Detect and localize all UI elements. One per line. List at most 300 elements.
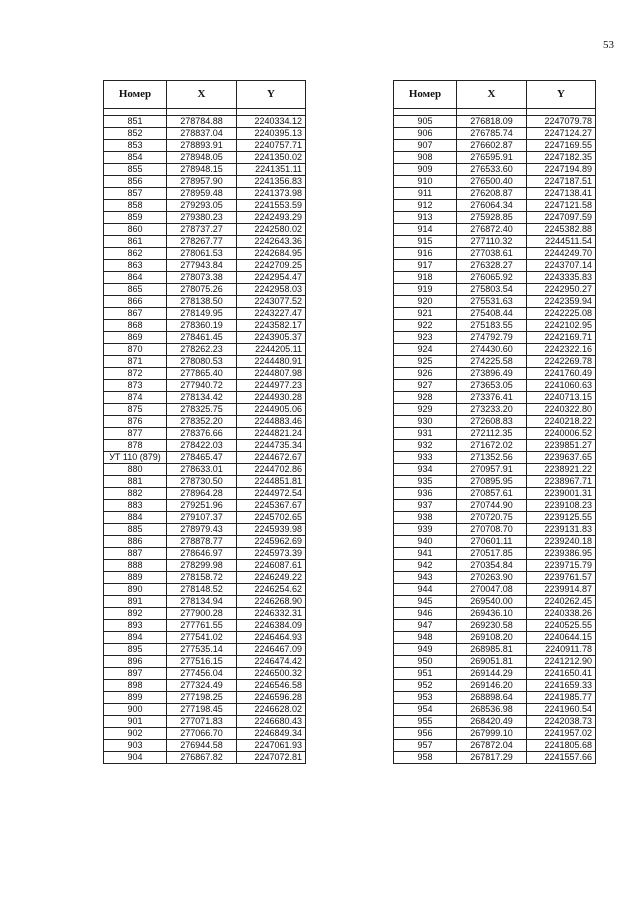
table-row <box>104 716 306 728</box>
x-coordinate-cell: 275928.85 <box>457 212 527 224</box>
y-coordinate-cell: 2240322.80 <box>527 404 596 416</box>
x-coordinate-cell: 271352.56 <box>457 452 527 464</box>
x-coordinate-cell: 278158.72 <box>167 572 237 584</box>
table-row <box>104 380 306 392</box>
point-number-cell: 899 <box>104 692 167 704</box>
table-row <box>104 320 306 332</box>
x-coordinate-cell: 277066.70 <box>167 728 237 740</box>
point-number-cell: 853 <box>104 140 167 152</box>
x-coordinate-cell: 279380.23 <box>167 212 237 224</box>
table-row <box>394 140 596 152</box>
y-coordinate-cell: 2247194.89 <box>527 164 596 176</box>
x-coordinate-cell: 277516.15 <box>167 656 237 668</box>
table-row <box>104 260 306 272</box>
table-row <box>394 584 596 596</box>
y-coordinate-cell: 2243582.17 <box>237 320 306 332</box>
table-row <box>394 632 596 644</box>
x-coordinate-cell: 278633.01 <box>167 464 237 476</box>
table-row <box>104 584 306 596</box>
y-coordinate-cell: 2240757.71 <box>237 140 306 152</box>
x-coordinate-cell: 277943.84 <box>167 260 237 272</box>
column-header-y: Y <box>237 81 306 109</box>
table-row <box>104 644 306 656</box>
table-row <box>104 392 306 404</box>
page-number: 53 <box>603 39 614 51</box>
point-number-cell: 875 <box>104 404 167 416</box>
point-number-cell: 918 <box>394 272 457 284</box>
table-row <box>394 536 596 548</box>
point-number-cell: 947 <box>394 620 457 632</box>
y-coordinate-cell: 2246087.61 <box>237 560 306 572</box>
point-number-cell: 884 <box>104 512 167 524</box>
table-row <box>104 368 306 380</box>
point-number-cell: 944 <box>394 584 457 596</box>
point-number-cell: 906 <box>394 128 457 140</box>
table-row <box>394 452 596 464</box>
point-number-cell: 859 <box>104 212 167 224</box>
x-coordinate-cell: 277865.40 <box>167 368 237 380</box>
y-coordinate-cell: 2245939.98 <box>237 524 306 536</box>
y-coordinate-cell: 2239851.27 <box>527 440 596 452</box>
x-coordinate-cell: 278075.26 <box>167 284 237 296</box>
x-coordinate-cell: 274430.60 <box>457 344 527 356</box>
table-row <box>394 200 596 212</box>
table-row <box>394 656 596 668</box>
point-number-cell: 895 <box>104 644 167 656</box>
table-row <box>104 572 306 584</box>
point-number-cell: 886 <box>104 536 167 548</box>
x-coordinate-cell: 276818.09 <box>457 116 527 128</box>
point-number-cell: 880 <box>104 464 167 476</box>
table-row <box>104 296 306 308</box>
table-row <box>104 416 306 428</box>
x-coordinate-cell: 277324.49 <box>167 680 237 692</box>
table-row <box>104 608 306 620</box>
column-header-y: Y <box>527 81 596 109</box>
point-number-cell: 908 <box>394 152 457 164</box>
x-coordinate-cell: 271672.02 <box>457 440 527 452</box>
y-coordinate-cell: 2241985.77 <box>527 692 596 704</box>
column-header-x: X <box>457 81 527 109</box>
x-coordinate-cell: 275803.54 <box>457 284 527 296</box>
y-coordinate-cell: 2241650.41 <box>527 668 596 680</box>
table-row <box>104 464 306 476</box>
table-row <box>394 272 596 284</box>
table-row <box>104 224 306 236</box>
table-row <box>394 644 596 656</box>
table-row <box>104 164 306 176</box>
table-row <box>394 752 596 764</box>
spacer-row <box>104 109 306 116</box>
point-number-cell: 953 <box>394 692 457 704</box>
point-number-cell: 855 <box>104 164 167 176</box>
x-coordinate-cell: 276595.91 <box>457 152 527 164</box>
x-coordinate-cell: 270957.91 <box>457 464 527 476</box>
y-coordinate-cell: 2242950.27 <box>527 284 596 296</box>
table-row <box>394 404 596 416</box>
x-coordinate-cell: 276065.92 <box>457 272 527 284</box>
table-row <box>394 560 596 572</box>
y-coordinate-cell: 2245702.65 <box>237 512 306 524</box>
x-coordinate-cell: 272112.35 <box>457 428 527 440</box>
point-number-cell: 915 <box>394 236 457 248</box>
x-coordinate-cell: 276064.34 <box>457 200 527 212</box>
point-number-cell: 858 <box>104 200 167 212</box>
point-number-cell: 888 <box>104 560 167 572</box>
point-number-cell: 885 <box>104 524 167 536</box>
table-row <box>104 176 306 188</box>
spacer-row <box>394 109 596 116</box>
y-coordinate-cell: 2244249.70 <box>527 248 596 260</box>
point-number-cell: 921 <box>394 308 457 320</box>
point-number-cell: 864 <box>104 272 167 284</box>
point-number-cell: 914 <box>394 224 457 236</box>
x-coordinate-cell: 267999.10 <box>457 728 527 740</box>
point-number-cell: 945 <box>394 596 457 608</box>
x-coordinate-cell: 278948.15 <box>167 164 237 176</box>
point-number-cell: 890 <box>104 584 167 596</box>
table-body-left <box>104 109 306 764</box>
table-row <box>394 488 596 500</box>
y-coordinate-cell: 2243077.52 <box>237 296 306 308</box>
x-coordinate-cell: 277198.25 <box>167 692 237 704</box>
y-coordinate-cell: 2244205.11 <box>237 344 306 356</box>
table-row <box>394 392 596 404</box>
table-row <box>394 224 596 236</box>
y-coordinate-cell: 2238967.71 <box>527 476 596 488</box>
y-coordinate-cell: 2240911.78 <box>527 644 596 656</box>
y-coordinate-cell: 2245382.88 <box>527 224 596 236</box>
point-number-cell: 857 <box>104 188 167 200</box>
table-row <box>394 512 596 524</box>
x-coordinate-cell: 278979.43 <box>167 524 237 536</box>
table-row <box>394 572 596 584</box>
table-row <box>104 704 306 716</box>
table-row <box>394 476 596 488</box>
column-header-number: Номер <box>104 81 167 109</box>
table-row <box>394 212 596 224</box>
point-number-cell: 933 <box>394 452 457 464</box>
y-coordinate-cell: 2240262.45 <box>527 596 596 608</box>
table-row <box>104 332 306 344</box>
point-number-cell: 909 <box>394 164 457 176</box>
x-coordinate-cell: 269540.00 <box>457 596 527 608</box>
x-coordinate-cell: 279293.05 <box>167 200 237 212</box>
y-coordinate-cell: 2247121.58 <box>527 200 596 212</box>
y-coordinate-cell: 2244883.46 <box>237 416 306 428</box>
point-number-cell: 925 <box>394 356 457 368</box>
table-row <box>394 152 596 164</box>
y-coordinate-cell: 2240395.13 <box>237 128 306 140</box>
point-number-cell: 934 <box>394 464 457 476</box>
table-row <box>394 716 596 728</box>
point-number-cell: 923 <box>394 332 457 344</box>
table-row <box>394 608 596 620</box>
table-row <box>104 632 306 644</box>
table-row <box>394 296 596 308</box>
point-number-cell: 939 <box>394 524 457 536</box>
x-coordinate-cell: 278299.98 <box>167 560 237 572</box>
y-coordinate-cell: 2244702.86 <box>237 464 306 476</box>
y-coordinate-cell: 2247124.27 <box>527 128 596 140</box>
x-coordinate-cell: 273376.41 <box>457 392 527 404</box>
x-coordinate-cell: 278138.50 <box>167 296 237 308</box>
y-coordinate-cell: 2241356.83 <box>237 176 306 188</box>
point-number-cell: 911 <box>394 188 457 200</box>
x-coordinate-cell: 274792.79 <box>457 332 527 344</box>
y-coordinate-cell: 2243335.83 <box>527 272 596 284</box>
x-coordinate-cell: 268420.49 <box>457 716 527 728</box>
table-row <box>104 500 306 512</box>
y-coordinate-cell: 2241960.54 <box>527 704 596 716</box>
table-row <box>394 464 596 476</box>
point-number-cell: 883 <box>104 500 167 512</box>
x-coordinate-cell: 278893.91 <box>167 140 237 152</box>
y-coordinate-cell: 2244930.28 <box>237 392 306 404</box>
x-coordinate-cell: 278957.90 <box>167 176 237 188</box>
point-number-cell: 951 <box>394 668 457 680</box>
y-coordinate-cell: 2245973.39 <box>237 548 306 560</box>
x-coordinate-cell: 270517.85 <box>457 548 527 560</box>
table-row <box>104 680 306 692</box>
point-number-cell: 896 <box>104 656 167 668</box>
y-coordinate-cell: 2241060.63 <box>527 380 596 392</box>
y-coordinate-cell: 2242269.78 <box>527 356 596 368</box>
point-number-cell: 878 <box>104 440 167 452</box>
x-coordinate-cell: 272608.83 <box>457 416 527 428</box>
x-coordinate-cell: 269051.81 <box>457 656 527 668</box>
y-coordinate-cell: 2247061.93 <box>237 740 306 752</box>
table-row <box>104 752 306 764</box>
table-row <box>394 236 596 248</box>
x-coordinate-cell: 278149.95 <box>167 308 237 320</box>
table-row <box>104 152 306 164</box>
table-row <box>104 188 306 200</box>
point-number-cell: 900 <box>104 704 167 716</box>
point-number-cell: 938 <box>394 512 457 524</box>
y-coordinate-cell: 2242038.73 <box>527 716 596 728</box>
point-number-cell: 871 <box>104 356 167 368</box>
y-coordinate-cell: 2247079.78 <box>527 116 596 128</box>
x-coordinate-cell: 278465.47 <box>167 452 237 464</box>
x-coordinate-cell: 268536.98 <box>457 704 527 716</box>
point-number-cell: 957 <box>394 740 457 752</box>
x-coordinate-cell: 276785.74 <box>457 128 527 140</box>
y-coordinate-cell: 2244672.67 <box>237 452 306 464</box>
x-coordinate-cell: 269144.29 <box>457 668 527 680</box>
point-number-cell: 913 <box>394 212 457 224</box>
x-coordinate-cell: 273233.20 <box>457 404 527 416</box>
point-number-cell: 867 <box>104 308 167 320</box>
x-coordinate-cell: 278073.38 <box>167 272 237 284</box>
x-coordinate-cell: 278267.77 <box>167 236 237 248</box>
table-row <box>394 596 596 608</box>
x-coordinate-cell: 278837.04 <box>167 128 237 140</box>
table-row <box>394 164 596 176</box>
x-coordinate-cell: 278646.97 <box>167 548 237 560</box>
point-number-cell: 898 <box>104 680 167 692</box>
point-number-cell: 931 <box>394 428 457 440</box>
y-coordinate-cell: 2242709.25 <box>237 260 306 272</box>
y-coordinate-cell: 2244511.54 <box>527 236 596 248</box>
point-number-cell: 905 <box>394 116 457 128</box>
x-coordinate-cell: 276208.87 <box>457 188 527 200</box>
point-number-cell: 887 <box>104 548 167 560</box>
point-number-cell: 949 <box>394 644 457 656</box>
y-coordinate-cell: 2240338.26 <box>527 608 596 620</box>
x-coordinate-cell: 275183.55 <box>457 320 527 332</box>
table-row <box>104 440 306 452</box>
table-row <box>104 548 306 560</box>
point-number-cell: 926 <box>394 368 457 380</box>
point-number-cell: 907 <box>394 140 457 152</box>
x-coordinate-cell: 269230.58 <box>457 620 527 632</box>
x-coordinate-cell: 276533.60 <box>457 164 527 176</box>
table-row <box>394 368 596 380</box>
x-coordinate-cell: 268898.64 <box>457 692 527 704</box>
point-number-cell: 956 <box>394 728 457 740</box>
point-number-cell: 877 <box>104 428 167 440</box>
x-coordinate-cell: 278061.53 <box>167 248 237 260</box>
point-number-cell: 881 <box>104 476 167 488</box>
y-coordinate-cell: 2246254.62 <box>237 584 306 596</box>
y-coordinate-cell: 2246467.09 <box>237 644 306 656</box>
point-number-cell: 936 <box>394 488 457 500</box>
y-coordinate-cell: 2243905.37 <box>237 332 306 344</box>
y-coordinate-cell: 2244851.81 <box>237 476 306 488</box>
x-coordinate-cell: 278737.27 <box>167 224 237 236</box>
point-number-cell: 891 <box>104 596 167 608</box>
column-header-x: X <box>167 81 237 109</box>
x-coordinate-cell: 277456.04 <box>167 668 237 680</box>
point-number-cell: 948 <box>394 632 457 644</box>
point-number-cell: 950 <box>394 656 457 668</box>
x-coordinate-cell: 276867.82 <box>167 752 237 764</box>
point-number-cell: 865 <box>104 284 167 296</box>
point-number-cell: 932 <box>394 440 457 452</box>
y-coordinate-cell: 2247187.51 <box>527 176 596 188</box>
point-number-cell: 912 <box>394 200 457 212</box>
table-row <box>394 308 596 320</box>
y-coordinate-cell: 2242493.29 <box>237 212 306 224</box>
column-header-number: Номер <box>394 81 457 109</box>
point-number-cell: 924 <box>394 344 457 356</box>
table-row <box>104 620 306 632</box>
x-coordinate-cell: 277541.02 <box>167 632 237 644</box>
x-coordinate-cell: 274225.58 <box>457 356 527 368</box>
table-row <box>394 116 596 128</box>
x-coordinate-cell: 278964.28 <box>167 488 237 500</box>
point-number-cell: 876 <box>104 416 167 428</box>
table-row <box>394 260 596 272</box>
table-row <box>394 344 596 356</box>
x-coordinate-cell: 277535.14 <box>167 644 237 656</box>
y-coordinate-cell: 2241557.66 <box>527 752 596 764</box>
x-coordinate-cell: 278352.20 <box>167 416 237 428</box>
x-coordinate-cell: 277940.72 <box>167 380 237 392</box>
y-coordinate-cell: 2244821.24 <box>237 428 306 440</box>
y-coordinate-cell: 2239914.87 <box>527 584 596 596</box>
table-row <box>104 272 306 284</box>
table-row <box>394 740 596 752</box>
table-row <box>104 536 306 548</box>
x-coordinate-cell: 278134.94 <box>167 596 237 608</box>
point-number-cell: 929 <box>394 404 457 416</box>
x-coordinate-cell: 270895.95 <box>457 476 527 488</box>
y-coordinate-cell: 2240334.12 <box>237 116 306 128</box>
table-row <box>104 284 306 296</box>
y-coordinate-cell: 2243227.47 <box>237 308 306 320</box>
y-coordinate-cell: 2241212.90 <box>527 656 596 668</box>
x-coordinate-cell: 275531.63 <box>457 296 527 308</box>
coordinates-table-right <box>393 80 596 764</box>
x-coordinate-cell: 276602.87 <box>457 140 527 152</box>
x-coordinate-cell: 270744.90 <box>457 500 527 512</box>
y-coordinate-cell: 2239761.57 <box>527 572 596 584</box>
y-coordinate-cell: 2247182.35 <box>527 152 596 164</box>
point-number-cell: 958 <box>394 752 457 764</box>
y-coordinate-cell: 2246268.90 <box>237 596 306 608</box>
y-coordinate-cell: 2241553.59 <box>237 200 306 212</box>
table-row <box>394 284 596 296</box>
point-number-cell: 903 <box>104 740 167 752</box>
y-coordinate-cell: 2241659.33 <box>527 680 596 692</box>
point-number-cell: 872 <box>104 368 167 380</box>
y-coordinate-cell: 2244735.34 <box>237 440 306 452</box>
table-row <box>394 704 596 716</box>
y-coordinate-cell: 2240644.15 <box>527 632 596 644</box>
table-row <box>104 212 306 224</box>
x-coordinate-cell: 276328.27 <box>457 260 527 272</box>
x-coordinate-cell: 270708.70 <box>457 524 527 536</box>
point-number-cell: 854 <box>104 152 167 164</box>
y-coordinate-cell: 2246596.28 <box>237 692 306 704</box>
y-coordinate-cell: 2239637.65 <box>527 452 596 464</box>
table-row <box>104 356 306 368</box>
y-coordinate-cell: 2242102.95 <box>527 320 596 332</box>
x-coordinate-cell: 278080.53 <box>167 356 237 368</box>
table-row <box>394 176 596 188</box>
table-body-right <box>394 109 596 764</box>
point-number-cell: 868 <box>104 320 167 332</box>
table-header-row <box>104 81 306 109</box>
table-row <box>104 512 306 524</box>
x-coordinate-cell: 268985.81 <box>457 644 527 656</box>
table-row <box>104 668 306 680</box>
y-coordinate-cell: 2240713.15 <box>527 392 596 404</box>
table-row <box>104 140 306 152</box>
point-number-cell: 901 <box>104 716 167 728</box>
y-coordinate-cell: 2246332.31 <box>237 608 306 620</box>
y-coordinate-cell: 2239715.79 <box>527 560 596 572</box>
x-coordinate-cell: 273653.05 <box>457 380 527 392</box>
point-number-cell: 889 <box>104 572 167 584</box>
x-coordinate-cell: 269436.10 <box>457 608 527 620</box>
x-coordinate-cell: 277198.45 <box>167 704 237 716</box>
table-row <box>394 680 596 692</box>
y-coordinate-cell: 2242359.94 <box>527 296 596 308</box>
x-coordinate-cell: 278360.19 <box>167 320 237 332</box>
y-coordinate-cell: 2246849.34 <box>237 728 306 740</box>
table-row <box>394 332 596 344</box>
point-number-cell: 937 <box>394 500 457 512</box>
y-coordinate-cell: 2243707.14 <box>527 260 596 272</box>
x-coordinate-cell: 269146.20 <box>457 680 527 692</box>
table-row <box>104 128 306 140</box>
point-number-cell: 928 <box>394 392 457 404</box>
y-coordinate-cell: 2242954.47 <box>237 272 306 284</box>
point-number-cell: 863 <box>104 260 167 272</box>
